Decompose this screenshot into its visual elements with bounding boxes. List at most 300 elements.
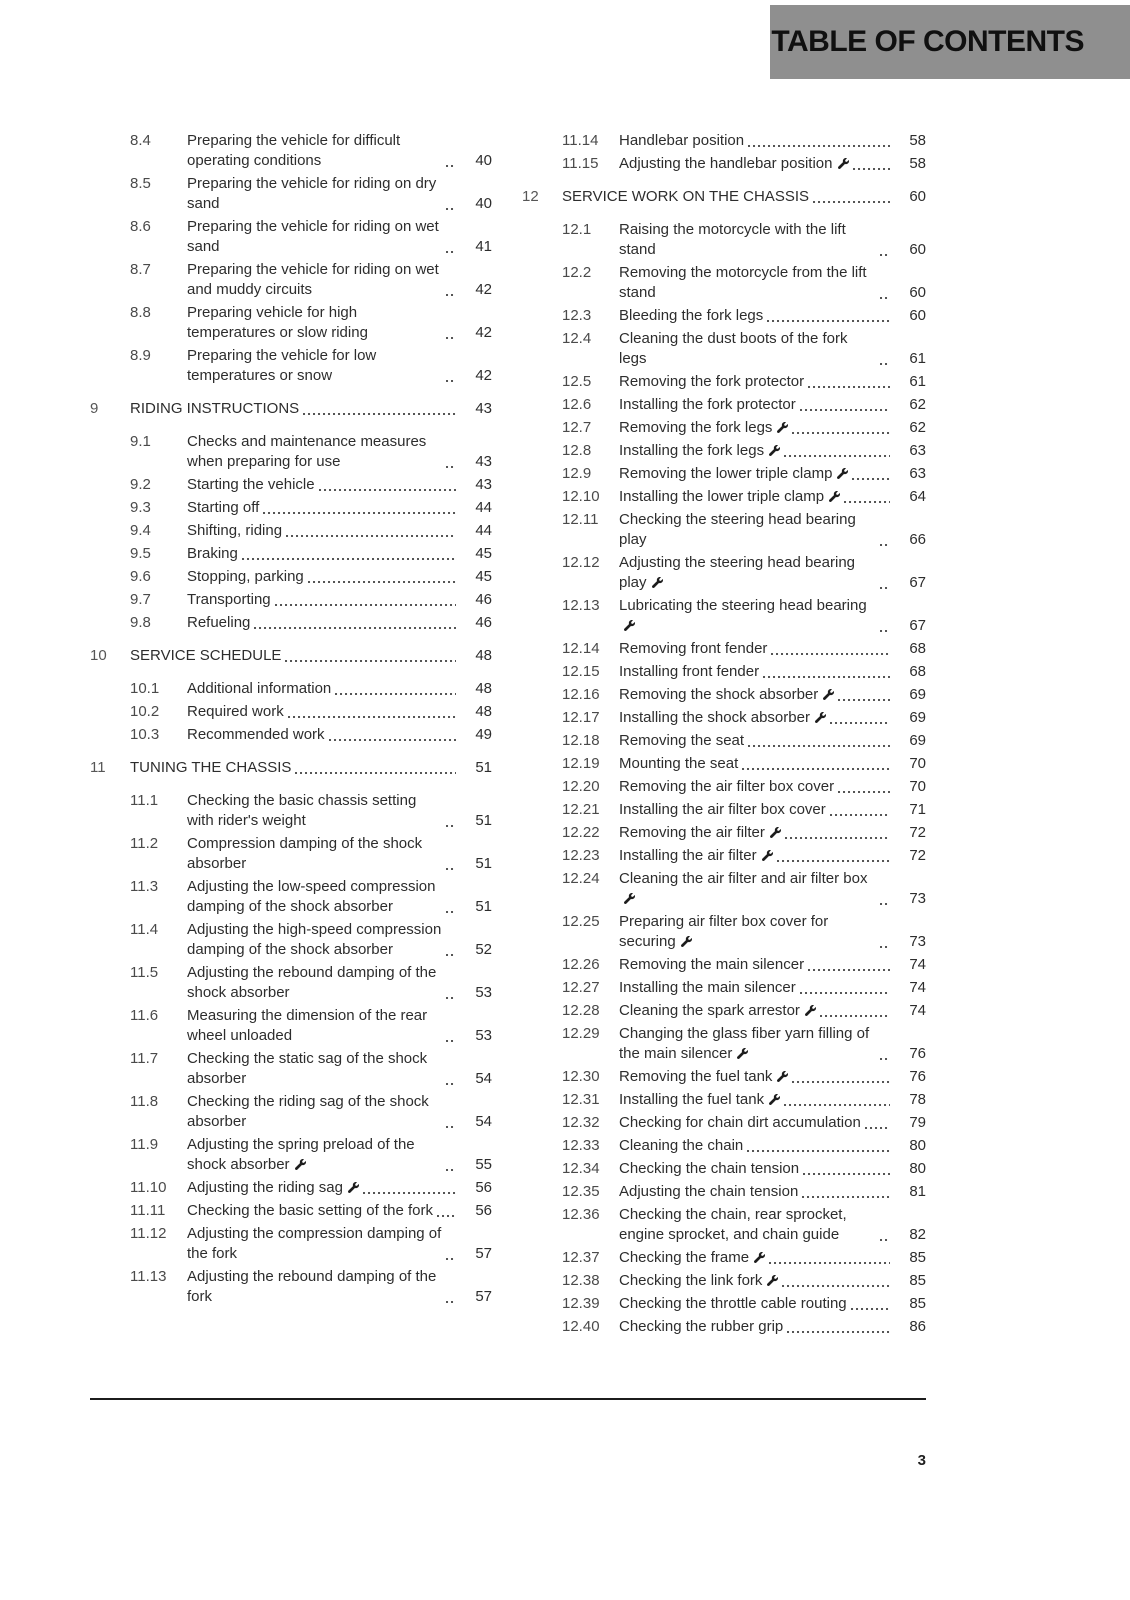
entry-number: 12.2 [562, 264, 592, 281]
toc-entry[interactable] [522, 464, 926, 484]
wrench-icon [652, 573, 663, 593]
toc-entry[interactable] [90, 679, 492, 699]
entry-page: 49 [475, 726, 492, 743]
entry-number: 9.8 [130, 614, 151, 631]
toc-entry[interactable] [90, 260, 492, 300]
entry-title-wrap [130, 758, 291, 778]
toc-entry[interactable] [90, 1135, 492, 1175]
toc-entry[interactable] [522, 372, 926, 392]
entry-title: Lubricating the steering head bearing [619, 597, 867, 614]
entry-title-wrap [187, 1006, 442, 1046]
entry-title: Mounting the seat [619, 755, 739, 772]
entry-page: 46 [475, 614, 492, 631]
dot-leader [308, 581, 456, 583]
entry-title: SERVICE WORK ON THE CHASSIS [562, 188, 809, 205]
entry-number: 12.35 [562, 1183, 600, 1200]
entry-title-wrap [187, 920, 442, 960]
toc-entry[interactable] [522, 1294, 926, 1314]
dot-leader [803, 1173, 890, 1175]
entry-page: 72 [909, 824, 926, 841]
toc-entry[interactable] [90, 834, 492, 874]
entry-title: Braking [187, 545, 238, 562]
entry-title-wrap [619, 487, 840, 507]
dot-leader [784, 1104, 890, 1106]
entry-title-wrap [187, 791, 442, 831]
entry-title: Checking the basic setting of the fork [187, 1202, 433, 1219]
toc-entry[interactable] [522, 1317, 926, 1337]
entry-number: 8.6 [130, 218, 151, 235]
entry-number: 12.29 [562, 1025, 600, 1042]
toc-entry[interactable] [522, 441, 926, 461]
toc-entry[interactable] [90, 1006, 492, 1046]
entry-page: 44 [475, 522, 492, 539]
entry-middle [619, 955, 892, 975]
toc-entry[interactable] [522, 662, 926, 682]
toc-entry[interactable] [90, 646, 492, 666]
toc-entry[interactable] [522, 912, 926, 952]
entry-title-wrap [619, 869, 876, 909]
entry-title: Checking the rubber grip [619, 1318, 784, 1335]
toc-entry[interactable] [522, 1248, 926, 1268]
entry-title-wrap [187, 260, 442, 300]
toc-entry[interactable] [90, 567, 492, 587]
entry-number: 11.4 [130, 921, 159, 938]
toc-entry[interactable] [522, 846, 926, 866]
entry-middle [619, 372, 892, 392]
entry-middle [619, 846, 892, 866]
toc-entry[interactable] [90, 475, 492, 495]
wrench-icon [838, 154, 849, 174]
entry-title-wrap [619, 1159, 799, 1179]
entry-title-wrap [187, 475, 315, 495]
toc-entry[interactable] [522, 754, 926, 774]
entry-number: 11.15 [562, 155, 599, 172]
footer-rule [90, 1398, 926, 1400]
entry-title: Checking the link fork [619, 1272, 763, 1289]
entry-middle [130, 646, 458, 666]
entry-page: 51 [475, 759, 492, 776]
entry-middle [619, 1182, 892, 1202]
toc-entry[interactable] [90, 498, 492, 518]
toc-entry[interactable] [90, 590, 492, 610]
entry-page: 44 [475, 499, 492, 516]
toc-entry[interactable] [90, 702, 492, 722]
toc-entry[interactable] [522, 708, 926, 728]
entry-title: Installing the air filter [619, 847, 757, 864]
toc-entry[interactable] [90, 1224, 492, 1264]
toc-entry[interactable] [522, 731, 926, 751]
entry-number: 12.21 [562, 801, 600, 818]
entry-title-wrap [187, 217, 442, 257]
entry-title-wrap [619, 685, 834, 705]
wrench-icon [737, 1044, 748, 1064]
wrench-icon [767, 1271, 778, 1291]
entry-title: Cleaning the chain [619, 1137, 744, 1154]
entry-middle [619, 306, 892, 326]
dot-leader [769, 1262, 890, 1264]
toc-entry[interactable] [522, 220, 926, 260]
entry-page: 43 [475, 476, 492, 493]
entry-middle [619, 418, 892, 438]
dot-leader [288, 716, 456, 718]
entry-title: RIDING INSTRUCTIONS [130, 400, 300, 417]
dot-leader [446, 1083, 456, 1085]
toc-entry[interactable] [90, 963, 492, 1003]
toc-column-left [90, 131, 492, 1310]
entry-middle [619, 154, 892, 174]
entry-middle [619, 1248, 892, 1268]
entry-middle [619, 1113, 892, 1133]
entry-number: 12.16 [562, 686, 600, 703]
entry-page: 58 [909, 132, 926, 149]
entry-page: 68 [909, 663, 926, 680]
toc-entry[interactable] [522, 306, 926, 326]
dot-leader [838, 699, 890, 701]
entry-title: Checking the basic chassis setting with rider's weight [187, 792, 417, 829]
entry-page: 74 [909, 956, 926, 973]
entry-middle [619, 1136, 892, 1156]
entry-middle [187, 174, 458, 214]
toc-entry[interactable] [90, 217, 492, 257]
entry-title: Installing the fork legs [619, 442, 765, 459]
toc-entry[interactable] [522, 1159, 926, 1179]
header-band [770, 5, 1130, 79]
toc-entry[interactable] [522, 1205, 926, 1245]
toc-entry[interactable] [522, 1001, 926, 1021]
toc-column-right [522, 131, 926, 1340]
entry-title: Adjusting the high-speed compression damping of the shock absorber [187, 921, 442, 958]
entry-title-wrap [619, 510, 876, 550]
entry-page: 55 [475, 1156, 492, 1173]
dot-leader [446, 868, 456, 870]
toc-entry[interactable] [522, 823, 926, 843]
entry-middle [619, 596, 892, 636]
entry-title-wrap [187, 1201, 433, 1221]
page-number: 3 [917, 1452, 926, 1469]
toc-entry[interactable] [522, 639, 926, 659]
entry-title-wrap [619, 1294, 847, 1314]
toc-entry[interactable] [522, 418, 926, 438]
entry-title: Removing the seat [619, 732, 745, 749]
entry-number: 12.33 [562, 1137, 600, 1154]
entry-title: Cleaning the air filter and air filter box [619, 870, 868, 887]
dot-leader [777, 860, 890, 862]
toc-entry[interactable] [90, 758, 492, 778]
entry-number: 11.9 [130, 1136, 159, 1153]
entry-middle [187, 702, 458, 722]
entry-middle [619, 329, 892, 369]
entry-title: Adjusting the spring preload of the shock absorber [187, 1136, 415, 1173]
dot-leader [446, 1126, 456, 1128]
toc-entry[interactable] [90, 1178, 492, 1198]
entry-middle [187, 1224, 458, 1264]
entry-title: Starting off [187, 499, 260, 516]
entry-title-wrap [619, 553, 876, 593]
entry-title-wrap [619, 220, 876, 260]
entry-number: 12.12 [562, 554, 600, 571]
entry-page: 60 [909, 188, 926, 205]
entry-page: 42 [475, 324, 492, 341]
dot-leader [880, 587, 890, 589]
toc-entry[interactable] [90, 1267, 492, 1307]
wrench-icon [624, 616, 635, 636]
entry-title-wrap [187, 877, 442, 917]
dot-leader [285, 660, 456, 662]
entry-page: 74 [909, 1002, 926, 1019]
entry-title: Removing the air filter [619, 824, 765, 841]
entry-middle [187, 567, 458, 587]
entry-title-wrap [619, 912, 876, 952]
entry-title-wrap [187, 567, 304, 587]
toc-entry[interactable] [90, 521, 492, 541]
toc-entry[interactable] [90, 174, 492, 214]
toc-entry[interactable] [522, 1136, 926, 1156]
entry-number: 12.39 [562, 1295, 600, 1312]
toc-entry[interactable] [90, 303, 492, 343]
entry-middle [619, 1090, 892, 1110]
entry-middle [187, 1049, 458, 1089]
entry-title-wrap [619, 1024, 876, 1064]
entry-middle [619, 978, 892, 998]
toc-entry[interactable] [522, 596, 926, 636]
entry-number: 12 [522, 188, 539, 205]
dot-leader [335, 693, 456, 695]
entry-page: 41 [475, 238, 492, 255]
entry-middle [619, 464, 892, 484]
entry-middle [187, 920, 458, 960]
toc-entry[interactable] [522, 329, 926, 369]
page-title: TABLE OF CONTENTS [771, 25, 1084, 58]
toc-entry[interactable] [90, 346, 492, 386]
entry-page: 72 [909, 847, 926, 864]
entry-number: 12.36 [562, 1206, 600, 1223]
toc-entry[interactable] [90, 877, 492, 917]
entry-number: 12.5 [562, 373, 592, 390]
entry-page: 78 [909, 1091, 926, 1108]
dot-leader [880, 297, 890, 299]
entry-number: 11.2 [130, 835, 159, 852]
entry-number: 12.30 [562, 1068, 600, 1085]
entry-title: Recommended work [187, 726, 325, 743]
toc-entry[interactable] [522, 955, 926, 975]
entry-title-wrap [187, 544, 238, 564]
toc-entry[interactable] [522, 1067, 926, 1087]
entry-middle [187, 725, 458, 745]
entry-middle [619, 912, 892, 952]
entry-page: 67 [909, 574, 926, 591]
entry-title-wrap [619, 800, 826, 820]
entry-number: 12.9 [562, 465, 592, 482]
entry-page: 57 [475, 1245, 492, 1262]
entry-page: 48 [475, 647, 492, 664]
dot-leader [880, 544, 890, 546]
entry-title: Preparing the vehicle for riding on wet sand [187, 218, 439, 255]
entry-number: 12.17 [562, 709, 600, 726]
dot-leader [742, 768, 890, 770]
entry-middle [619, 131, 892, 151]
entry-page: 45 [475, 568, 492, 585]
entry-page: 51 [475, 898, 492, 915]
entry-page: 80 [909, 1160, 926, 1177]
dot-leader [808, 386, 890, 388]
entry-page: 85 [909, 1272, 926, 1289]
entry-number: 12.32 [562, 1114, 600, 1131]
toc-entry[interactable] [522, 1113, 926, 1133]
dot-leader [319, 489, 456, 491]
entry-middle [619, 731, 892, 751]
entry-middle [187, 498, 458, 518]
entry-middle [562, 187, 892, 207]
entry-title: TUNING THE CHASSIS [130, 759, 292, 776]
entry-page: 54 [475, 1070, 492, 1087]
wrench-icon [837, 464, 848, 484]
entry-middle [187, 877, 458, 917]
toc-entry[interactable] [522, 395, 926, 415]
entry-title-wrap [187, 303, 442, 343]
entry-title-wrap [619, 1001, 816, 1021]
entry-title-wrap [187, 498, 259, 518]
toc-entry[interactable] [522, 1182, 926, 1202]
dot-leader [748, 145, 890, 147]
entry-number: 11.10 [130, 1179, 167, 1196]
entry-title: Checking the static sag of the shock absorber [187, 1050, 428, 1087]
entry-middle [187, 1267, 458, 1307]
entry-page: 56 [475, 1179, 492, 1196]
entry-page: 51 [475, 812, 492, 829]
entry-number: 12.14 [562, 640, 600, 657]
entry-title-wrap [619, 1113, 861, 1133]
dot-leader [802, 1196, 890, 1198]
entry-title-wrap [619, 708, 826, 728]
entry-page: 58 [909, 155, 926, 172]
entry-middle [619, 639, 892, 659]
entry-middle [619, 510, 892, 550]
toc-entry[interactable] [522, 1271, 926, 1291]
entry-title-wrap [619, 1090, 780, 1110]
toc-entry[interactable] [522, 685, 926, 705]
dot-leader [880, 1239, 890, 1241]
entry-number: 11 [90, 759, 106, 776]
entry-number: 9.3 [130, 499, 151, 516]
dot-leader [880, 254, 890, 256]
toc-entry[interactable] [90, 613, 492, 633]
entry-title-wrap [619, 846, 773, 866]
entry-middle [619, 263, 892, 303]
wrench-icon [295, 1155, 306, 1175]
entry-number: 12.37 [562, 1249, 600, 1266]
entry-number: 12.1 [562, 221, 592, 238]
toc-entry[interactable] [522, 553, 926, 593]
entry-title-wrap [619, 372, 804, 392]
toc-entry[interactable] [522, 1090, 926, 1110]
entry-title-wrap [619, 464, 848, 484]
toc-entry[interactable] [522, 263, 926, 303]
entry-page: 69 [909, 686, 926, 703]
toc-entry[interactable] [90, 544, 492, 564]
toc-entry[interactable] [522, 869, 926, 909]
entry-title: Removing the air filter box cover [619, 778, 835, 795]
toc-entry[interactable] [90, 1092, 492, 1132]
entry-title-wrap [619, 263, 876, 303]
dot-leader [865, 1127, 890, 1129]
entry-page: 62 [909, 419, 926, 436]
toc-entry[interactable] [90, 1049, 492, 1089]
entry-page: 70 [909, 778, 926, 795]
entry-middle [130, 399, 458, 419]
entry-middle [619, 1159, 892, 1179]
entry-number: 12.18 [562, 732, 600, 749]
entry-title-wrap [187, 346, 442, 386]
toc-entry[interactable] [522, 187, 926, 207]
entry-number: 10 [90, 647, 107, 664]
wrench-icon [777, 1067, 788, 1087]
entry-page: 40 [475, 195, 492, 212]
entry-number: 11.1 [130, 792, 159, 809]
entry-title-wrap [619, 639, 767, 659]
dot-leader [787, 1331, 890, 1333]
toc-entry[interactable] [522, 800, 926, 820]
dot-leader [880, 363, 890, 365]
entry-number: 12.27 [562, 979, 600, 996]
entry-page: 79 [909, 1114, 926, 1131]
entry-title-wrap [619, 131, 744, 151]
entry-number: 11.11 [130, 1202, 166, 1219]
entry-title: Checking the frame [619, 1249, 750, 1266]
toc-entry[interactable] [522, 777, 926, 797]
entry-page: 82 [909, 1226, 926, 1243]
entry-middle [187, 1006, 458, 1046]
toc-entry[interactable] [522, 510, 926, 550]
toc-entry[interactable] [90, 791, 492, 831]
entry-title: SERVICE SCHEDULE [130, 647, 282, 664]
entry-number: 12.3 [562, 307, 592, 324]
entry-title-wrap [619, 662, 759, 682]
toc-entry[interactable] [522, 1024, 926, 1064]
toc-entry[interactable] [90, 131, 492, 171]
toc-entry[interactable] [90, 399, 492, 419]
toc-entry[interactable] [90, 432, 492, 472]
entry-page: 53 [475, 984, 492, 1001]
dot-leader [748, 745, 890, 747]
toc-entry[interactable] [90, 725, 492, 745]
entry-middle [619, 220, 892, 260]
toc-entry[interactable] [90, 920, 492, 960]
toc-entry[interactable] [522, 978, 926, 998]
entry-number: 10.1 [130, 680, 160, 697]
entry-page: 48 [475, 680, 492, 697]
entry-page: 80 [909, 1137, 926, 1154]
entry-title: Removing the fork protector [619, 373, 805, 390]
entry-number: 12.8 [562, 442, 592, 459]
dot-leader [800, 409, 890, 411]
entry-title-wrap [619, 395, 796, 415]
toc-entry[interactable] [522, 131, 926, 151]
entry-title-wrap [187, 1092, 442, 1132]
toc-columns [90, 131, 926, 1340]
entry-title: Removing the fuel tank [619, 1068, 773, 1085]
entry-middle [187, 1135, 458, 1175]
entry-title-wrap [187, 590, 271, 610]
dot-leader [446, 825, 456, 827]
entry-title-wrap [187, 1135, 442, 1175]
dot-leader [747, 1150, 890, 1152]
entry-title-wrap [187, 963, 442, 1003]
toc-entry[interactable] [90, 1201, 492, 1221]
wrench-icon [681, 932, 692, 952]
toc-entry[interactable] [522, 154, 926, 174]
toc-entry[interactable] [522, 487, 926, 507]
entry-number: 8.8 [130, 304, 151, 321]
